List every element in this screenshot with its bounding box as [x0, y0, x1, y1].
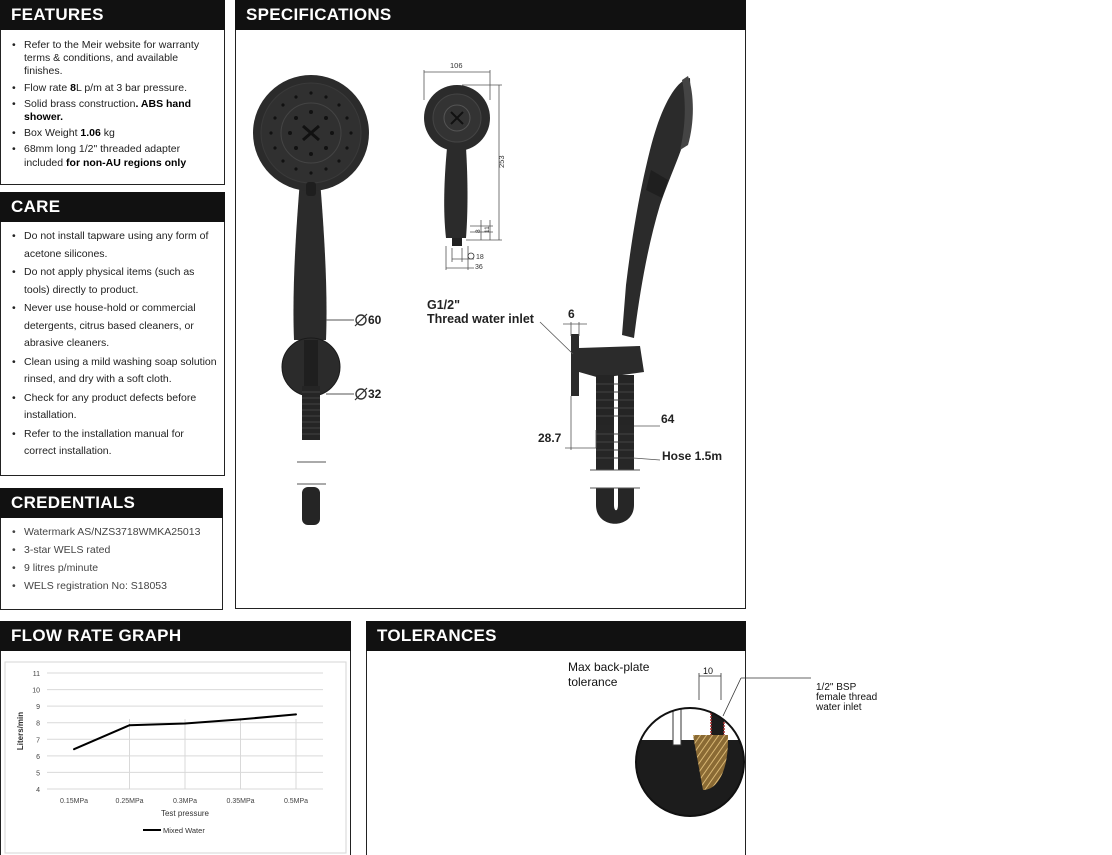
x-tick-label: 0.25MPa: [115, 798, 144, 805]
credential-item: • Watermark AS/NZS3718WMKA25013: [12, 523, 216, 541]
care-item: • Do not apply physical items (such as tools) directly to product.: [12, 264, 218, 299]
tolerance-label-line1: Max back-plate: [568, 660, 650, 674]
flow-rate-chart: [0, 651, 351, 855]
care-item: • Do not install tapware using any form of acetone silicones.: [12, 228, 218, 263]
x-tick-label: 0.15MPa: [59, 798, 89, 805]
y-tick-label: 6: [36, 753, 40, 761]
dim-32-label: 32: [368, 387, 382, 401]
credential-item: • WELS registration No: S18053: [12, 577, 216, 595]
tolerances-header: [366, 621, 746, 651]
flow-graph-title: FLOW RATE GRAPH: [11, 626, 182, 645]
data-point: [295, 713, 297, 715]
specifications-title: SPECIFICATIONS: [246, 5, 392, 24]
thread-label-line1: 1/2" BSP: [816, 682, 857, 693]
x-tick-label: 0.5MPa: [283, 798, 309, 805]
care-item: • Check for any product defects before installation.: [12, 390, 218, 425]
y-tick-label: 10: [32, 687, 40, 695]
feature-item: • Solid brass construction. ABS hand shower.: [12, 98, 218, 124]
care-title: CARE: [11, 197, 61, 216]
x-tick-label: 0.3MPa: [172, 798, 198, 805]
y-tick-label: 11: [32, 671, 40, 678]
feature-item: • 68mm long 1/2" threaded adapter included for non-AU regions only: [12, 143, 218, 169]
x-tick-label: 0.35MPa: [226, 798, 255, 805]
dim-253-label: 253: [497, 155, 506, 168]
dim-60-label: 60: [368, 313, 382, 327]
credentials-title: CREDENTIALS: [11, 493, 136, 512]
specifications-drawing: [0, 0, 746, 610]
legend-label: Mixed Water: [163, 826, 205, 835]
data-point: [129, 724, 131, 726]
thread-label-line3: water inlet: [816, 702, 862, 713]
tolerance-diagram: [366, 651, 1112, 855]
feature-item: • Refer to the Meir website for warranty terms & conditions, and available finishes.: [12, 39, 218, 79]
dim-36-label: 36: [475, 264, 483, 271]
data-point: [73, 748, 75, 750]
tolerance-label-line2: tolerance: [568, 675, 618, 689]
feature-item: • Box Weight 1.06 kg: [12, 127, 218, 140]
credential-item: • 3-star WELS rated: [12, 541, 216, 559]
x-axis-label: Test pressure: [160, 809, 210, 818]
dim-8-label: 8: [475, 229, 482, 233]
hose-label: Hose 1.5m: [662, 449, 723, 463]
feature-item: • Flow rate 8L p/m at 3 bar pressure.: [12, 82, 218, 95]
tolerances-title: TOLERANCES: [377, 626, 497, 645]
dim-11-label: 11: [484, 226, 491, 233]
features-title: FEATURES: [11, 5, 104, 24]
handshower-dimension-view: [424, 61, 506, 271]
dim-106-label: 106: [450, 61, 463, 70]
dim-64-label: 64: [661, 412, 675, 426]
handshower-front-view: [253, 75, 382, 525]
data-point: [184, 723, 186, 725]
care-item: • Refer to the installation manual for correct installation.: [12, 426, 218, 461]
y-tick-label: 5: [36, 770, 40, 778]
inlet-label-line1: G1/2": [427, 298, 461, 312]
dim-18-label: 18: [476, 254, 484, 261]
credential-item: • 9 litres p/minute: [12, 559, 216, 577]
dim-6-label: 6: [568, 307, 575, 321]
inlet-label-line2: Thread water inlet: [427, 312, 534, 326]
data-point: [240, 718, 242, 720]
y-tick-label: 4: [36, 787, 40, 794]
thread-label-line2: female thread: [816, 692, 878, 703]
flow-graph-header: [0, 621, 351, 651]
y-tick-label: 7: [36, 737, 40, 745]
care-item: • Never use house-hold or commercial detergents, citrus based cleaners, or abrasive cleaners.: [12, 300, 218, 353]
y-axis-label: Liters/min: [16, 711, 25, 751]
dim-28-7-label: 28.7: [538, 431, 562, 445]
care-item: • Clean using a mild washing soap solution rinsed, and dry with a soft cloth.: [12, 354, 218, 389]
y-tick-label: 8: [36, 720, 40, 728]
tolerance-dim-10-label: 10: [703, 666, 714, 676]
y-tick-label: 9: [36, 704, 40, 712]
